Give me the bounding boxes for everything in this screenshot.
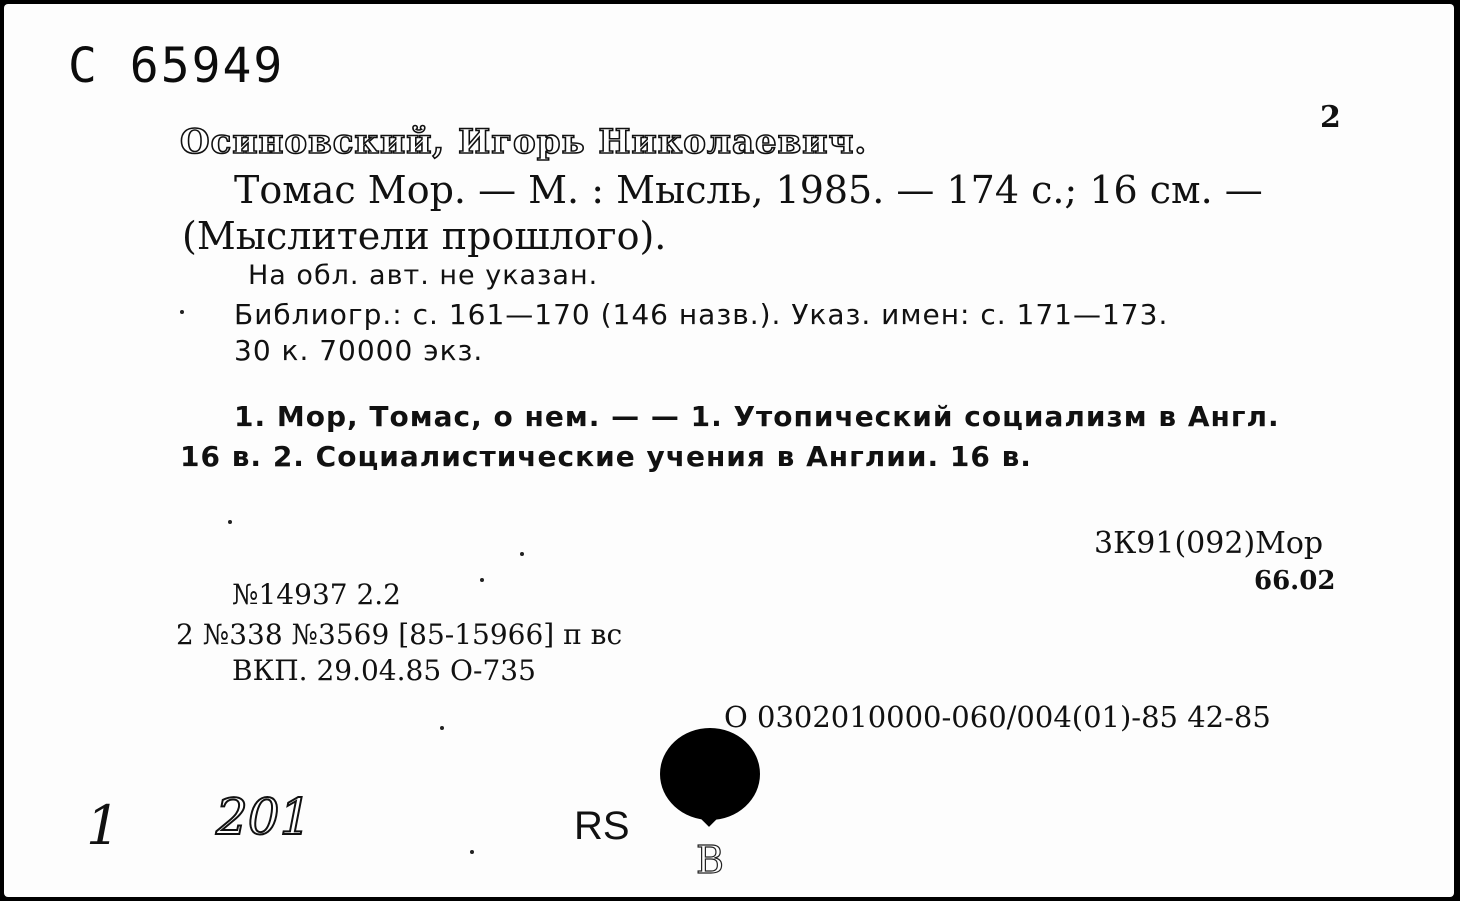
- handwritten-copy-number: 1: [86, 794, 121, 857]
- title-line-1: Томас Мор. — М. : Мысль, 1985. — 174 с.; 16 см. —: [234, 168, 1263, 212]
- bbk-index: 66.02: [1254, 566, 1336, 596]
- handwritten-number: 201: [216, 788, 312, 846]
- speck: [470, 850, 474, 854]
- title-line-2: (Мыслители прошлого).: [182, 214, 667, 258]
- classification-code: 3К91(092)Мор: [1094, 526, 1324, 561]
- note-price-copies: 30 к. 70000 экз.: [234, 334, 484, 367]
- speck: [520, 552, 524, 556]
- card-number: 2: [1320, 100, 1341, 135]
- subjects-line-2: 16 в. 2. Социалистические учения в Англии. 16 в.: [180, 440, 1032, 473]
- author-heading: Осиновский, Игорь Николаевич.: [180, 122, 868, 162]
- number-line-3: ВКП. 29.04.85 О-735: [232, 654, 536, 687]
- note-bibliography: Библиогр.: с. 161—170 (146 назв.). Указ. имен: с. 171—173.: [234, 298, 1169, 331]
- subjects-line-1: 1. Мор, Томас, о нем. — — 1. Утопический социализм в Англ.: [234, 400, 1280, 433]
- speck: [440, 726, 444, 730]
- speck: [180, 310, 184, 314]
- ink-blot: [660, 728, 760, 820]
- note-author-line: На обл. авт. не указан.: [248, 260, 599, 291]
- accession-number: С 65949: [68, 38, 285, 94]
- speck: [480, 578, 484, 582]
- number-line-2: 2 №338 №3569 [85-15966] п вс: [176, 618, 623, 651]
- catalog-card: [4, 4, 1454, 897]
- number-line-1: №14937 2.2: [232, 578, 401, 611]
- rs-stamp: RS: [574, 804, 630, 848]
- bottom-mark: В: [696, 838, 724, 882]
- speck: [228, 520, 232, 524]
- isbn-line: О 0302010000-060/004(01)-85 42-85: [724, 700, 1271, 734]
